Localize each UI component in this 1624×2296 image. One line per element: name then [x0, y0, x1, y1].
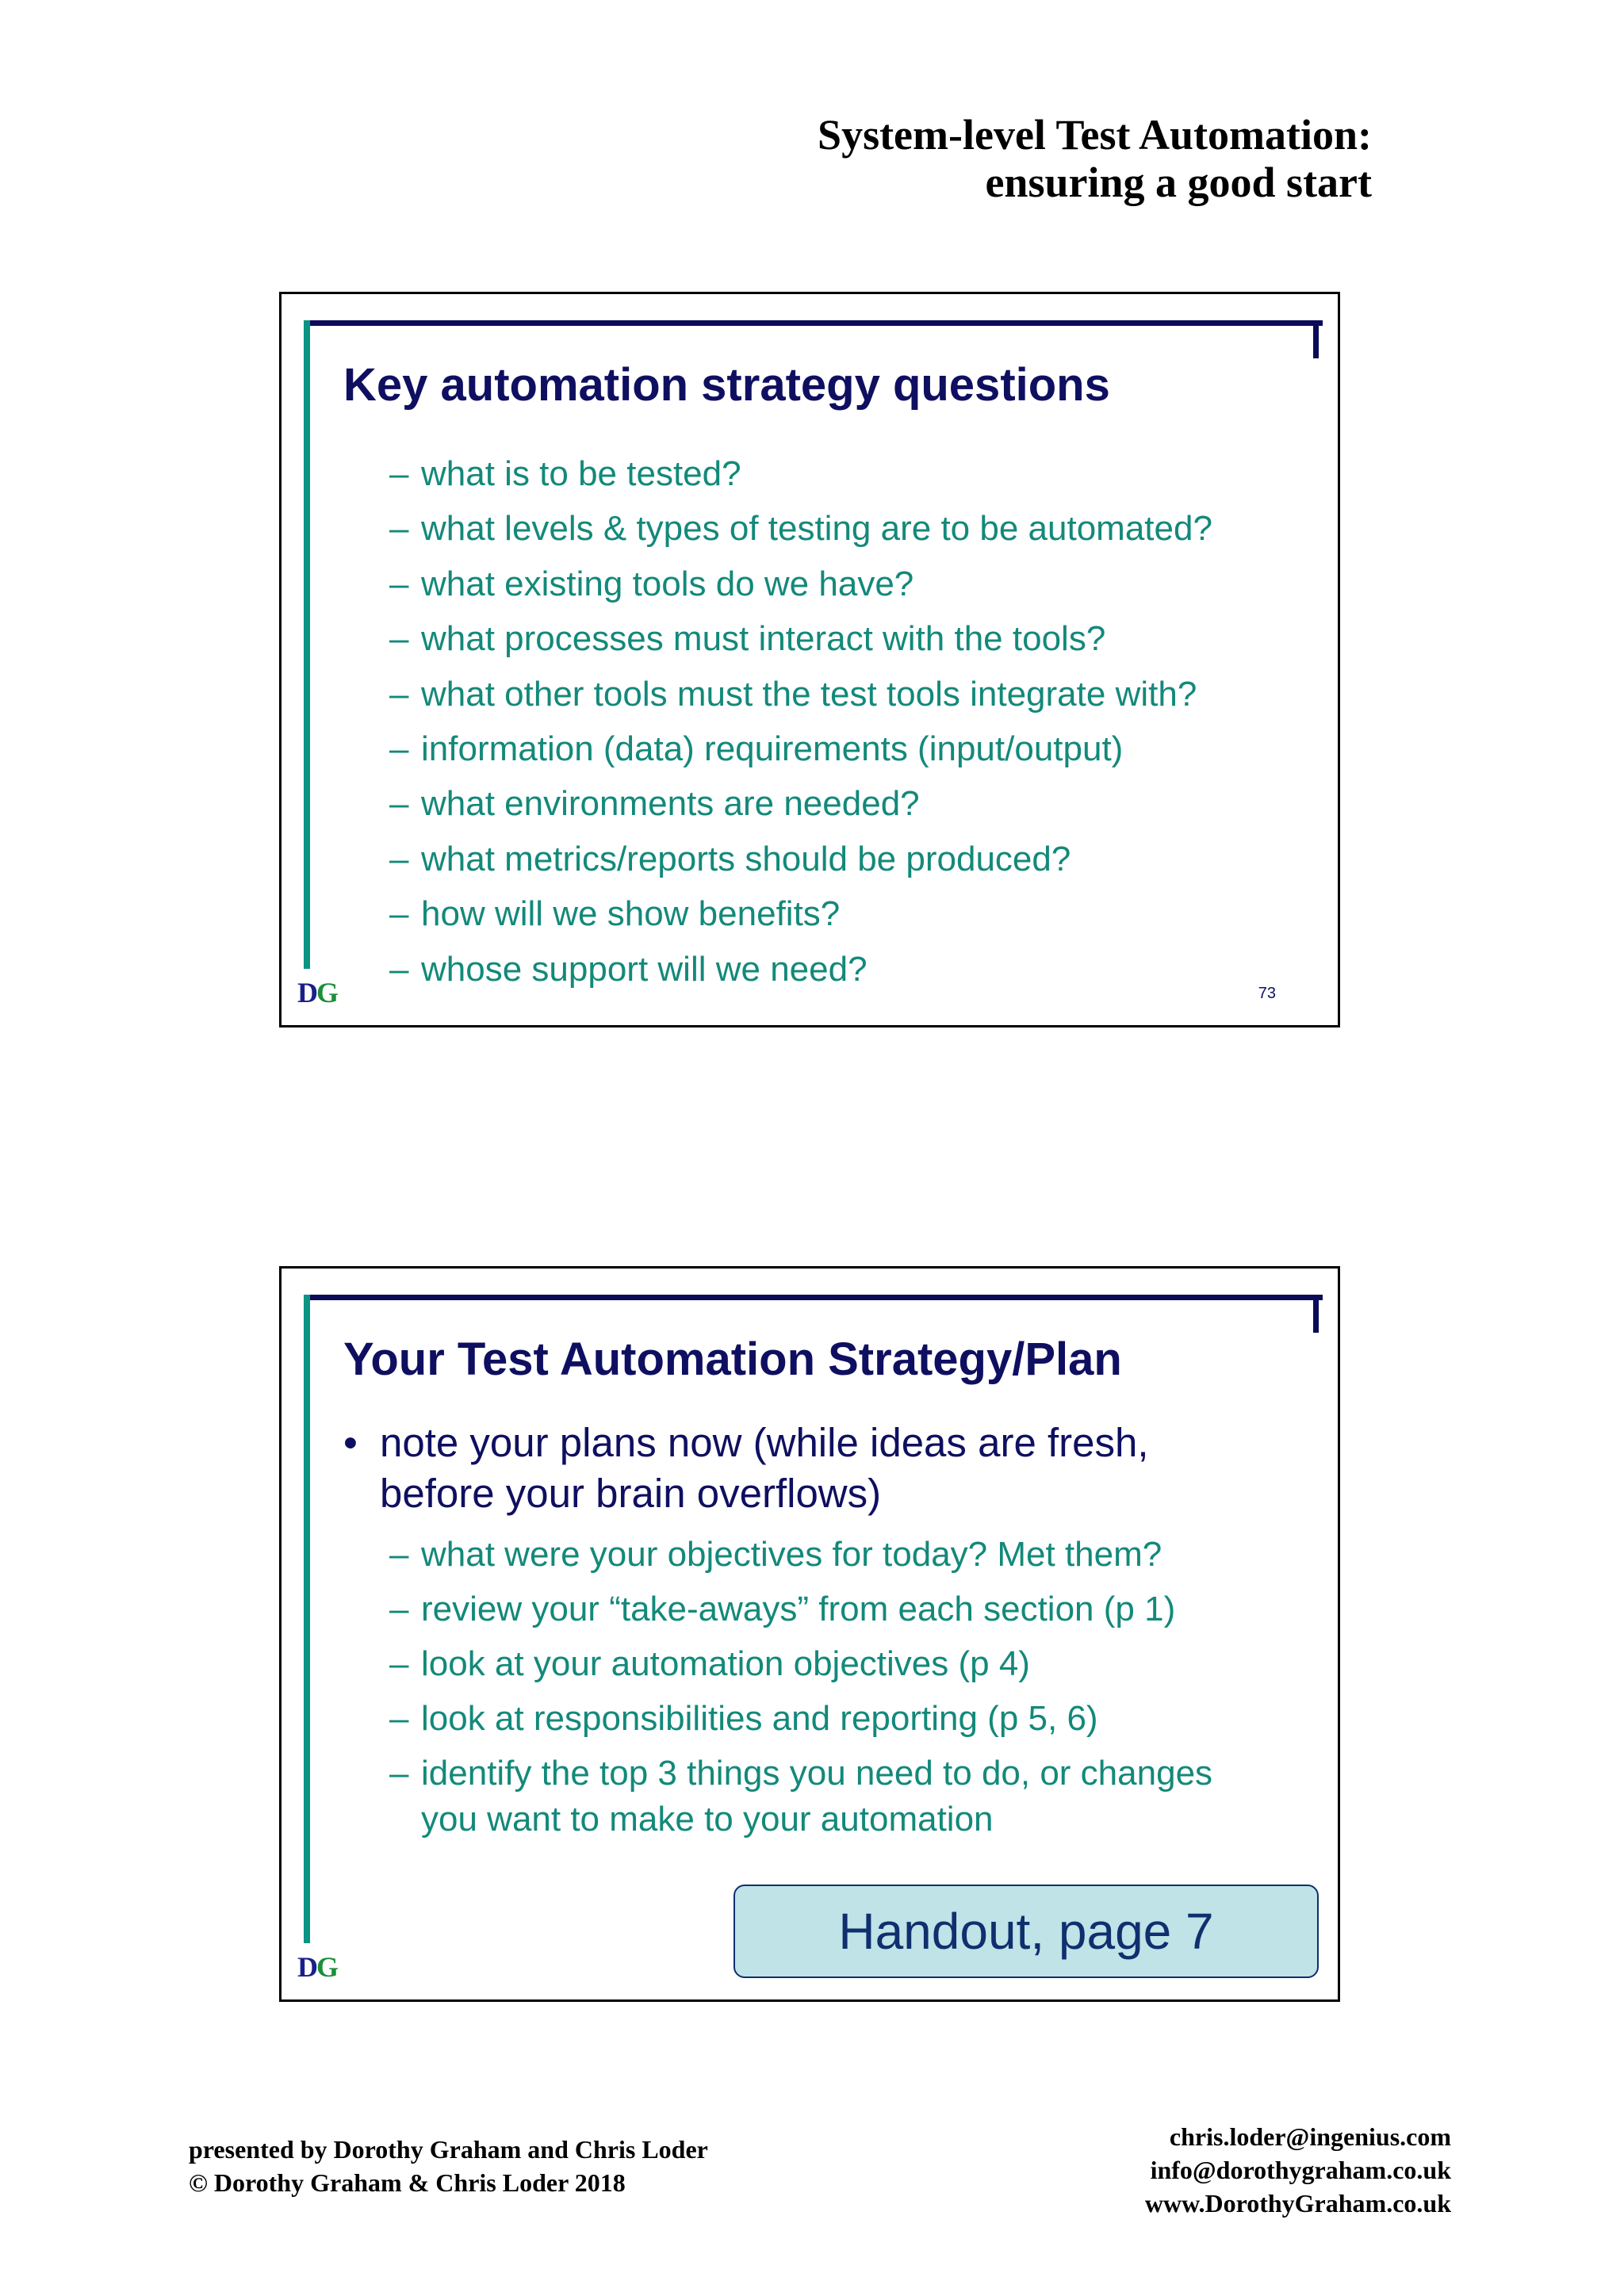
- slide-top-bar: [304, 1295, 1323, 1300]
- list-item: – look at your automation objectives (p 4): [389, 1644, 1030, 1683]
- list-item: – what existing tools do we have?: [389, 564, 914, 603]
- list-item: – what levels & types of testing are to be automated?: [389, 509, 1212, 549]
- header-title-line2: ensuring a good start: [985, 159, 1372, 206]
- header-title-line1: System-level Test Automation:: [818, 111, 1372, 159]
- slide-title: Your Test Automation Strategy/Plan: [343, 1334, 1122, 1385]
- main-bullet: • note your plans now (while ideas are fresh, before your brain overflows): [343, 1418, 1279, 1519]
- slide-title: Key automation strategy questions: [343, 359, 1110, 411]
- list-item: – what other tools must the test tools integrate with?: [389, 674, 1197, 714]
- dg-logo: DG: [297, 1951, 338, 1983]
- slide-right-tick: [1313, 1295, 1319, 1333]
- slide-left-bar: [304, 1295, 310, 1943]
- list-item: – information (data) requirements (input/output): [389, 729, 1124, 768]
- slide-key-questions: [279, 292, 1340, 1027]
- footer-presenters: [189, 2133, 708, 2199]
- list-item: – whose support will we need?: [389, 949, 868, 989]
- list-item: – what is to be tested?: [389, 454, 741, 493]
- footer-contacts: [1145, 2120, 1451, 2220]
- email-dorothy: info@dorothygraham.co.uk: [1150, 2156, 1451, 2184]
- list-item: – what metrics/reports should be produced?: [389, 839, 1071, 878]
- slide-top-bar: [304, 320, 1323, 326]
- list-item: – how will we show benefits?: [389, 894, 841, 934]
- list-item: – what environments are needed?: [389, 784, 920, 824]
- dg-logo: DG: [297, 977, 338, 1008]
- page-header: [818, 111, 1372, 206]
- copyright-text: © Dorothy Graham & Chris Loder 2018: [189, 2168, 626, 2197]
- list-item: – identify the top 3 things you need to do, or changes you want to make to your automation: [389, 1754, 1213, 1839]
- website-link: www.DorothyGraham.co.uk: [1144, 2189, 1451, 2218]
- list-item: – look at responsibilities and reporting (p 5, 6): [389, 1699, 1098, 1738]
- slide-left-bar: [304, 320, 310, 969]
- list-item: – review your “take-aways” from each section (p 1): [389, 1590, 1176, 1628]
- slide-strategy-plan: [279, 1266, 1340, 2002]
- slide-page-number: 73: [1258, 985, 1276, 1002]
- bullet-dot: •: [343, 1420, 358, 1465]
- question-list: [389, 446, 1212, 997]
- email-chris: chris.loder@ingenius.com: [1169, 2122, 1451, 2151]
- list-item: – what processes must interact with the tools?: [389, 619, 1106, 659]
- handout-callout: Handout, page 7: [733, 1885, 1319, 1978]
- slide-right-tick: [1313, 320, 1319, 358]
- plan-list: [389, 1532, 1212, 1851]
- presenters-text: presented by Dorothy Graham and Chris Loder: [189, 2135, 708, 2164]
- list-item: – what were your objectives for today? Met them?: [389, 1535, 1162, 1574]
